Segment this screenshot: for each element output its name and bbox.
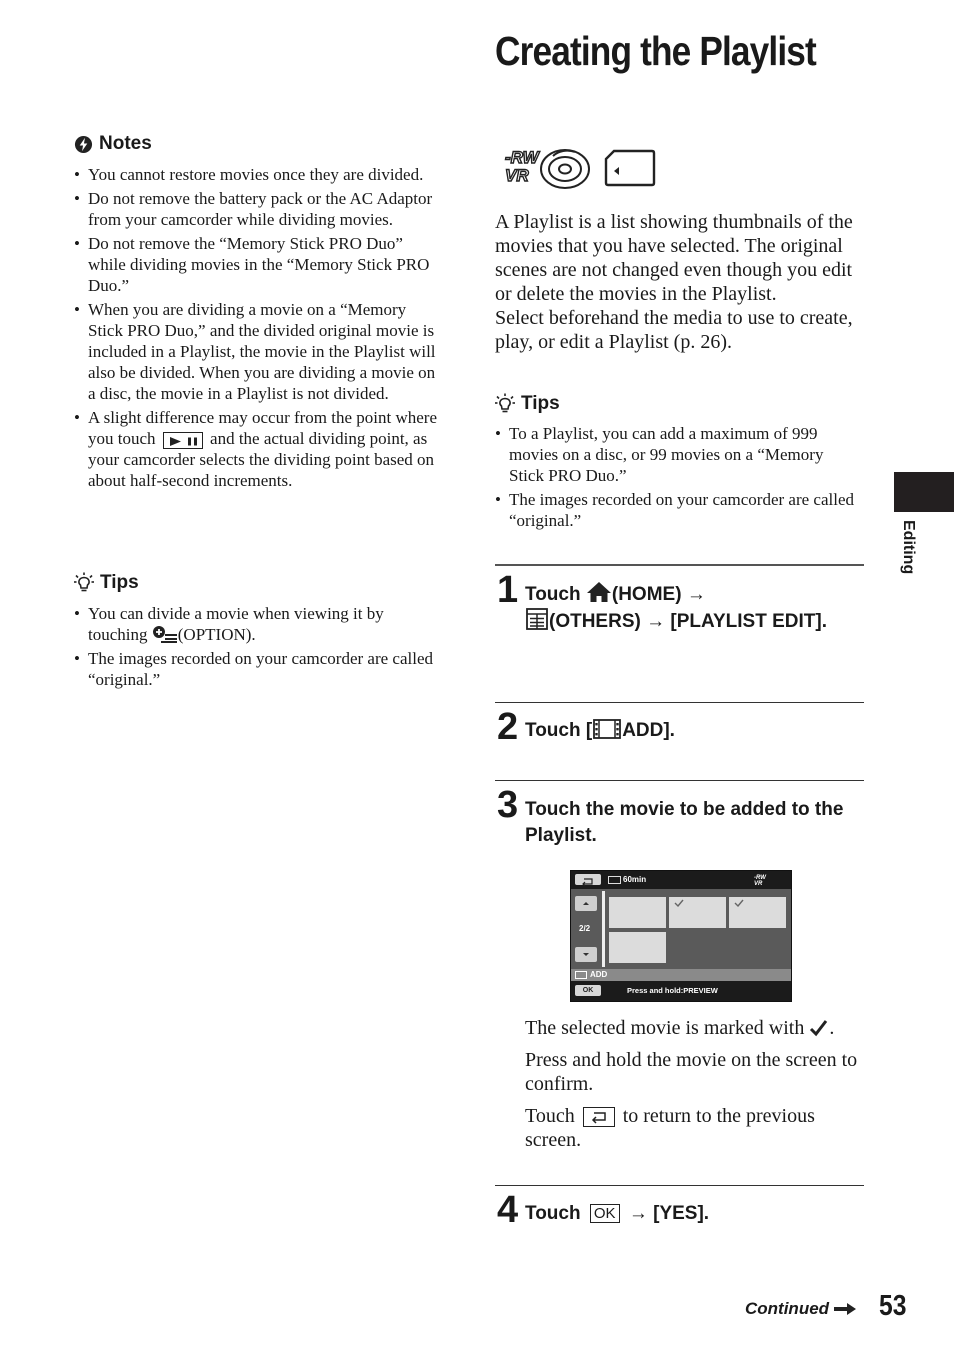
footer-continued	[745, 1299, 857, 1319]
arrow-right-icon	[833, 1302, 857, 1316]
screen-bottom-bar	[571, 981, 791, 1001]
continued-label: Continued	[745, 1299, 830, 1318]
playlist-edit-label: [PLAYLIST EDIT].	[670, 611, 827, 632]
check-icon	[674, 899, 684, 907]
notes-list	[74, 164, 444, 491]
return-icon	[575, 876, 601, 887]
battery-icon	[608, 876, 622, 884]
memory-stick-icon	[604, 149, 656, 189]
step-1-text	[525, 581, 865, 635]
step-touch-label: Touch	[525, 584, 581, 605]
ok-button[interactable]: OK	[575, 985, 601, 996]
marked-paragraph	[525, 1016, 865, 1040]
step-4-text	[525, 1201, 709, 1227]
thumbnail[interactable]	[669, 897, 726, 928]
confirm-paragraph: Press and hold the movie on the screen to confirm.	[525, 1049, 858, 1095]
list-item: • The images recorded on your camcorder are called “original.”	[495, 489, 860, 531]
chevron-up-icon	[575, 896, 597, 911]
arrow-icon: →	[686, 584, 706, 605]
step-divider	[495, 780, 864, 781]
home-label: (HOME)	[611, 584, 682, 605]
home-icon	[586, 581, 612, 603]
after-screen-text	[525, 1016, 865, 1152]
intro-text	[495, 210, 865, 354]
return-button[interactable]	[575, 874, 601, 885]
step-touch-label: Touch [	[525, 720, 593, 741]
play-pause-icon	[163, 432, 203, 449]
marked-text: The selected movie is marked with	[525, 1017, 805, 1039]
list-item: • Do not remove the battery pack or the AC Adaptor from your camcorder while dividing movies.	[74, 188, 444, 230]
list-item: • To a Playlist, you can add a maximum of 999 movies on a disc, or 99 movies on a “Memory Stick PRO Duo.”	[495, 423, 860, 486]
page-number: 53	[879, 1290, 907, 1322]
section-tab-marker	[894, 472, 954, 512]
list-item: • Do not remove the “Memory Stick PRO Duo” while dividing movies in the “Memory Stick PRO Duo.”	[74, 233, 444, 296]
section-tab-text: Editing	[900, 520, 917, 575]
list-item	[74, 603, 444, 645]
media-indicator: -RW VR	[754, 875, 766, 887]
option-icon	[152, 625, 178, 643]
step-divider	[495, 702, 864, 703]
marked-period: .	[829, 1017, 835, 1039]
tips-bulb-icon	[495, 393, 515, 415]
others-label: (OTHERS)	[549, 611, 641, 632]
step-3-text: Touch the movie to be added to the Playlist.	[525, 799, 844, 846]
list-item: • When you are dividing a movie on a “Memory Stick PRO Duo,” and the divided original movie is included in a Playlist, the movie in the Playlist will also be divided. When you are dividing a movie on a disc, the movie in a Playlist is not divided.	[74, 299, 444, 404]
step-divider	[495, 1185, 864, 1186]
tips-list	[495, 423, 860, 531]
ok-button-icon: OK	[590, 1204, 620, 1223]
return-text: Touch	[525, 1105, 575, 1127]
disc-label	[505, 149, 539, 185]
step-divider	[495, 564, 864, 566]
intro-paragraph: Select beforehand the media to use to create, play, or edit a Playlist (p. 26).	[495, 307, 853, 353]
arrow-icon: →	[628, 1203, 648, 1224]
check-icon	[734, 899, 744, 907]
film-add-icon	[592, 718, 622, 740]
note-text: and the actual dividing point, as your camcorder selects the dividing point based on about half-second increments.	[88, 429, 435, 490]
add-label: ADD	[590, 970, 608, 979]
tip-text: You can divide a movie when viewing it by touching	[88, 604, 384, 644]
scroll-down-button[interactable]	[575, 947, 597, 962]
chevron-down-icon	[575, 947, 597, 962]
step-number: 4	[497, 1189, 519, 1231]
list-item: • You cannot restore movies once they are divided.	[74, 164, 444, 185]
screen-add-bar	[571, 969, 791, 981]
step-number: 2	[497, 706, 519, 748]
disc-label-vr: VR	[505, 166, 529, 185]
notes-bolt-icon	[74, 135, 93, 154]
step-2-text	[525, 718, 675, 744]
yes-label: [YES].	[653, 1203, 710, 1224]
page-indicator: 2/2	[579, 924, 591, 933]
notes-heading	[74, 133, 444, 155]
right-tips-section	[495, 393, 860, 534]
step-touch-label: Touch	[525, 1203, 581, 1224]
disc-label-rw: -RW	[505, 148, 539, 167]
arrow-icon: →	[646, 611, 666, 632]
scroll-up-button[interactable]	[575, 896, 597, 911]
return-text: to return to the previous screen.	[525, 1105, 815, 1151]
tips-heading	[74, 572, 444, 594]
media-icons	[503, 148, 663, 190]
intro-paragraph: A Playlist is a list showing thumbnails of the movies that you have selected. The original scenes are not changed even though you edit or delete the movies in the Playlist.	[495, 211, 853, 305]
notes-heading-text: Notes	[99, 133, 152, 154]
check-icon	[809, 1019, 829, 1037]
film-add-icon	[575, 971, 587, 979]
section-tab-label	[897, 520, 919, 590]
screen-body	[571, 889, 791, 969]
tips-heading-text: Tips	[521, 393, 560, 414]
camcorder-screen	[570, 870, 792, 1002]
tip-text: (OPTION).	[177, 625, 256, 644]
list-item: • The images recorded on your camcorder are called “original.”	[74, 648, 444, 690]
return-icon	[583, 1107, 615, 1127]
preview-hint: Press and hold:PREVIEW	[627, 986, 718, 995]
thumbnail[interactable]	[729, 897, 786, 928]
screen-top-bar	[571, 871, 791, 889]
tips-heading-text: Tips	[100, 572, 139, 593]
tips-heading	[495, 393, 860, 415]
page-title: Creating the Playlist	[495, 28, 816, 74]
step-number: 3	[497, 784, 519, 826]
note-text: A slight difference may occur from the point where you touch	[88, 408, 438, 448]
return-paragraph	[525, 1104, 865, 1152]
scroll-track	[602, 891, 605, 967]
thumbnail[interactable]	[609, 932, 666, 963]
notes-section	[74, 133, 444, 494]
step-number: 1	[497, 569, 519, 611]
thumbnail[interactable]	[609, 897, 666, 928]
remaining-time: 60min	[623, 875, 647, 884]
others-icon	[525, 608, 549, 630]
tips-list	[74, 603, 444, 690]
left-tips-section	[74, 572, 444, 693]
add-label: ADD].	[622, 720, 675, 741]
list-item	[74, 407, 444, 491]
tips-bulb-icon	[74, 572, 94, 594]
